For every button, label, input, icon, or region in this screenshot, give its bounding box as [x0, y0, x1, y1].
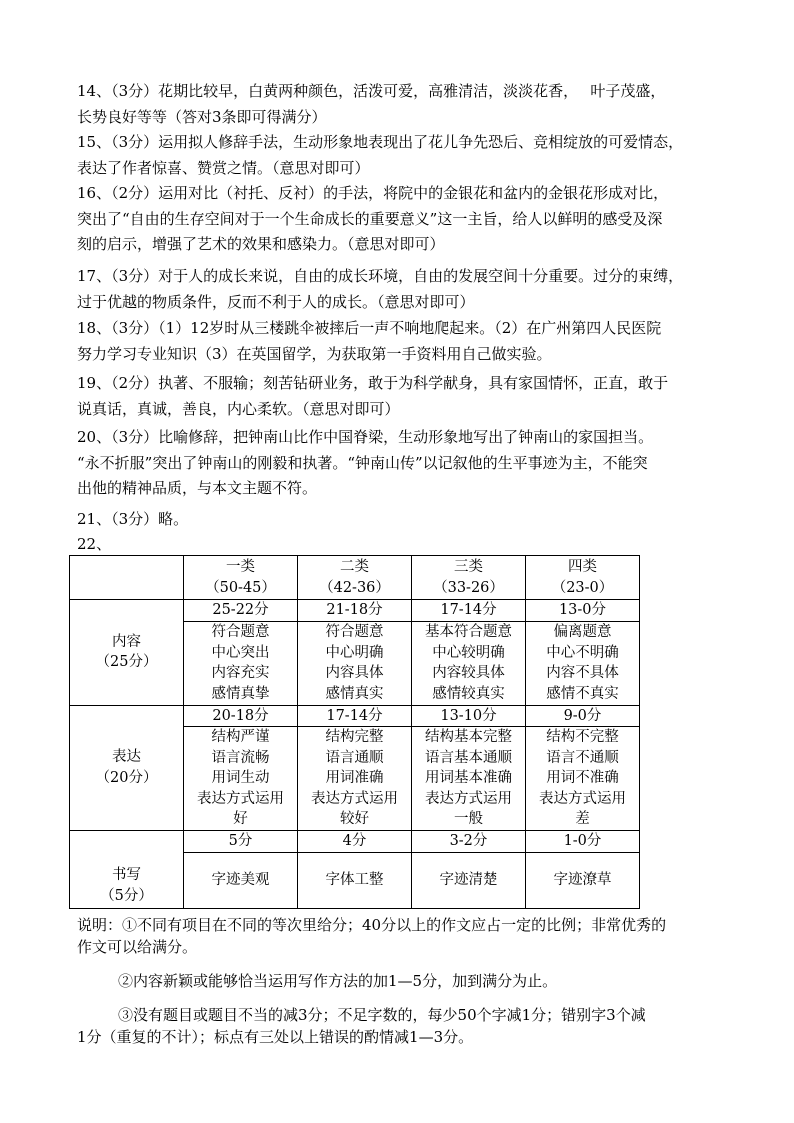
level-name: 四类 [568, 559, 597, 575]
criteria-cell [298, 621, 412, 705]
criteria-line: 一般 [454, 811, 483, 828]
criteria-line: 结构基本完整 [425, 729, 512, 746]
row-label: 书写 [112, 867, 141, 883]
criteria-line: 内容充实 [211, 665, 270, 681]
answer-14 [77, 79, 727, 130]
criteria-line: 语言流畅 [211, 749, 270, 766]
level-name: 一类 [226, 559, 255, 575]
criteria-line: 内容具体 [325, 665, 384, 681]
level-header [412, 556, 526, 600]
level-name: 二类 [340, 559, 369, 575]
criteria-cell: 字迹潦草 [526, 853, 640, 909]
table-row [70, 600, 640, 622]
criteria-line: 用词基本准确 [425, 770, 512, 787]
criteria-line: 符合题意 [211, 624, 270, 640]
criteria-line: 中心较明确 [432, 644, 505, 661]
criteria-line: 用词生动 [211, 770, 270, 787]
answer-line: 说真话，真诚，善良，内心柔软。（意思对即可） [77, 399, 400, 418]
criteria-cell [184, 621, 298, 705]
criteria-cell: 字迹美观 [184, 853, 298, 909]
criteria-line: 语言基本通顺 [425, 749, 512, 766]
level-header [298, 556, 412, 600]
answer-line: 22、 [77, 535, 112, 553]
score-cell: 17-14分 [412, 600, 526, 622]
level-header [526, 556, 640, 600]
note-3 [77, 1004, 646, 1048]
answer-20 [77, 425, 727, 502]
answer-line: 15、（3分）运用拟人修辞手法，生动形象地表现出了花儿争先恐后、竞相绽放的可爱情态， [77, 133, 684, 151]
answer-line: 出他的精神品质，与本文主题不符。 [77, 479, 318, 497]
criteria-cell: 字迹清楚 [412, 853, 526, 909]
answer-line: 19、（2分）执著、不服输；刻苦钻研业务，敢于为科学献身，具有家国情怀，正直，敢于 [77, 374, 669, 392]
table-corner-cell [70, 556, 184, 600]
level-header [184, 556, 298, 600]
answer-line: 过于优越的物质条件，反而不利于人的成长。（意思对即可） [77, 292, 475, 311]
criteria-line: 偏离题意 [553, 624, 612, 640]
row-points: （25分） [95, 654, 158, 671]
answer-line: 14、（3分）花期比较早，白黄两种颜色，活泼可爱，高雅清洁，淡淡花香， 叶子茂盛， [77, 82, 666, 100]
criteria-line: 结构完整 [325, 729, 384, 746]
row-points: （20分） [95, 769, 158, 786]
criteria-line: 符合题意 [325, 624, 384, 640]
answer-line: 16、（2分）运用对比（衬托、反衬）的手法，将院中的金银花和盆内的金银花形成对比， [77, 184, 669, 202]
criteria-cell [526, 621, 640, 705]
score-cell: 13-0分 [526, 600, 640, 622]
answer-22 [77, 532, 727, 558]
row-label: 内容 [112, 633, 141, 650]
note-line: ③没有题目或题目不当的减3分；不足字数的，每少50个字减1分；错别字3个减 [118, 1006, 646, 1024]
criteria-line: 语言不通顺 [546, 749, 619, 766]
criteria-line: 感情较真实 [432, 685, 505, 702]
score-cell: 17-14分 [298, 705, 412, 727]
answer-19 [77, 371, 727, 422]
row-points: （5分） [100, 887, 153, 904]
criteria-line: 用词不准确 [546, 770, 619, 787]
answer-line: “永不折服”突出了钟南山的刚毅和执著。“钟南山传”以记叙他的生平事迹为主，不能突 [77, 453, 648, 472]
row-label-writing [70, 831, 184, 909]
criteria-line: 感情真实 [325, 685, 384, 702]
criteria-cell: 字体工整 [298, 853, 412, 909]
criteria-cell [526, 727, 640, 831]
answer-17 [77, 264, 727, 315]
score-cell: 5分 [184, 831, 298, 853]
criteria-line: 好 [233, 811, 248, 828]
criteria-cell [184, 727, 298, 831]
criteria-line: 表达方式运用 [425, 790, 512, 807]
table-row [70, 831, 640, 853]
note-2 [118, 970, 557, 992]
answer-18 [77, 316, 727, 367]
criteria-line: 内容不具体 [546, 665, 619, 681]
criteria-line: 语言通顺 [325, 749, 384, 766]
answer-line: 努力学习专业知识（3）在英国留学，为获取第一手资料用自己做实验。 [77, 344, 552, 363]
score-cell: 20-18分 [184, 705, 298, 727]
criteria-line: 结构不完整 [546, 729, 619, 746]
answer-line: 表达了作者惊喜、赞赏之情。（意思对即可） [77, 158, 370, 177]
answer-line: 突出了“自由的生存空间对于一个生命成长的重要意义”这一主旨，给人以鲜明的感受及深 [77, 209, 663, 228]
score-cell: 3-2分 [412, 831, 526, 853]
level-range: （50-45） [205, 579, 276, 596]
criteria-line: 差 [575, 811, 590, 828]
answer-21 [77, 507, 727, 533]
answer-line: 18、（3分）（1）12岁时从三楼跳伞被摔后一声不响地爬起来。（2）在广州第四人民医院 [77, 319, 662, 337]
answer-line: 长势良好等等（答对3条即可得满分） [77, 107, 327, 126]
criteria-line: 表达方式运用 [311, 790, 398, 807]
criteria-cell [412, 727, 526, 831]
criteria-line: 表达方式运用 [539, 790, 626, 807]
criteria-line: 用词准确 [325, 770, 384, 787]
score-cell: 4分 [298, 831, 412, 853]
table-header-row [70, 556, 640, 600]
level-range: （33-26） [433, 579, 504, 596]
note-1 [77, 914, 666, 958]
criteria-line: 结构严谨 [211, 729, 270, 746]
level-range: （23-0） [551, 579, 614, 596]
level-range: （42-36） [319, 579, 390, 596]
answer-line: 21、（3分）略。 [77, 510, 189, 528]
criteria-line: 中心不明确 [546, 644, 619, 661]
criteria-cell [412, 621, 526, 705]
answer-16 [77, 181, 727, 258]
criteria-line: 基本符合题意 [425, 624, 512, 640]
score-cell: 21-18分 [298, 600, 412, 622]
criteria-line: 中心明确 [325, 644, 384, 661]
row-label: 表达 [112, 749, 141, 766]
criteria-line: 感情真挚 [211, 685, 270, 702]
criteria-line: 表达方式运用 [197, 790, 284, 807]
criteria-line: 较好 [340, 811, 369, 828]
criteria-cell [298, 727, 412, 831]
grading-table [69, 555, 640, 909]
answer-line: 刻的启示，增强了艺术的效果和感染力。（意思对即可） [77, 235, 445, 253]
answer-15 [77, 130, 727, 181]
criteria-line: 内容较具体 [432, 665, 505, 681]
row-label-expression [70, 705, 184, 831]
note-line: 1分（重复的不计）；标点有三处以上错误的酌情减1—3分。 [77, 1028, 474, 1046]
row-label-content [70, 600, 184, 706]
score-cell: 13-10分 [412, 705, 526, 727]
table-row [70, 705, 640, 727]
note-line: ②内容新颖或能够恰当运用写作方法的加1—5分，加到满分为止。 [118, 972, 558, 990]
note-line: 说明：①不同有项目在不同的等次里给分；40分以上的作文应占一定的比例；非常优秀的 [77, 916, 667, 934]
level-name: 三类 [454, 559, 483, 575]
note-line: 作文可以给满分。 [77, 938, 198, 956]
criteria-line: 感情不真实 [546, 685, 619, 702]
answer-line: 17、（3分）对于人的成长来说，自由的成长环境，自由的发展空间十分重要。过分的束缚， [77, 267, 684, 285]
score-cell: 1-0分 [526, 831, 640, 853]
answer-line: 20、（3分）比喻修辞，把钟南山比作中国脊梁，生动形象地写出了钟南山的家国担当。 [77, 428, 654, 446]
criteria-line: 中心突出 [211, 644, 270, 661]
score-cell: 25-22分 [184, 600, 298, 622]
score-cell: 9-0分 [526, 705, 640, 727]
